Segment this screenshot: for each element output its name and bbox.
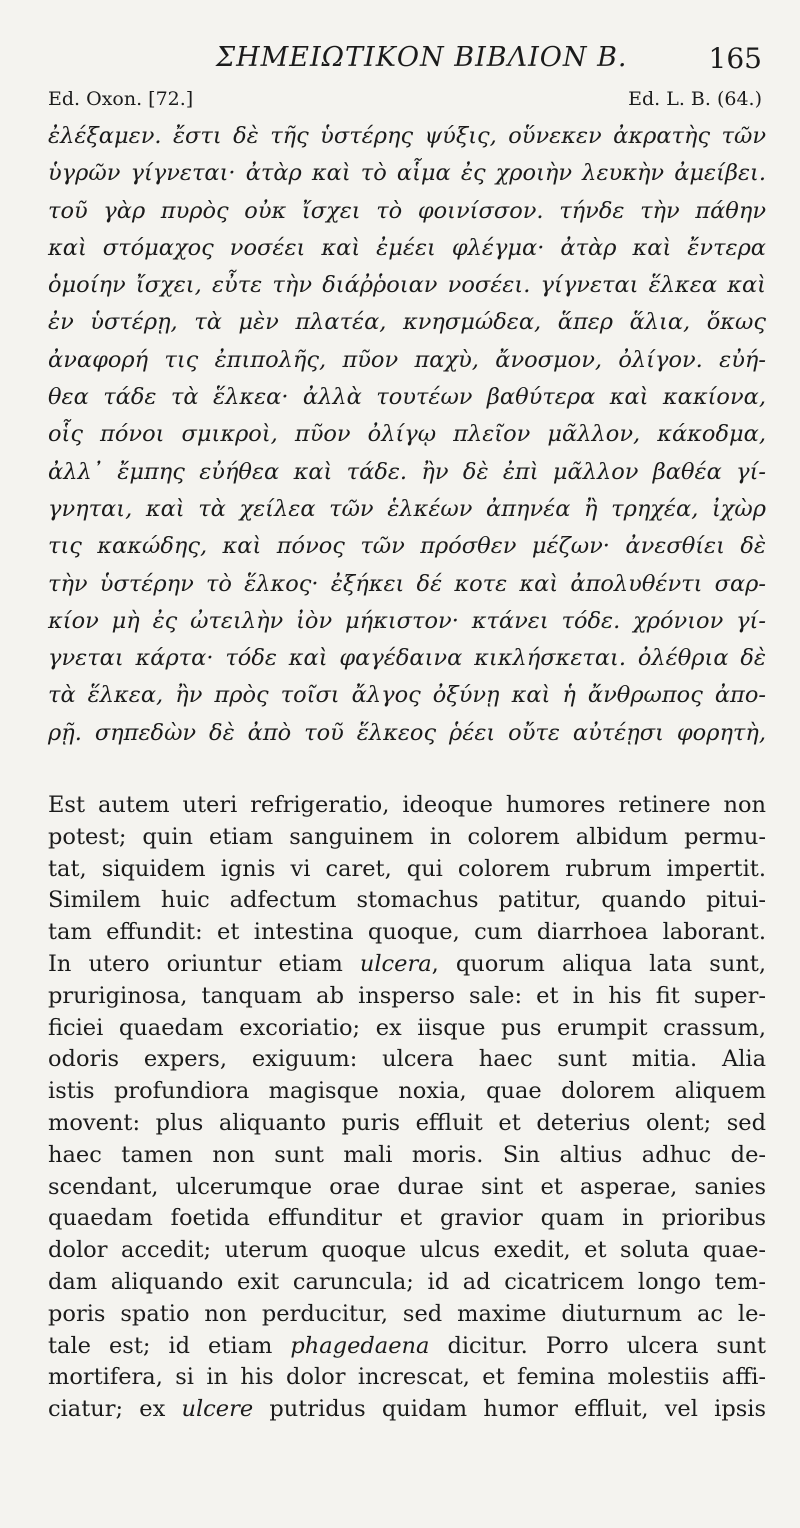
latin-line: haec tamen non sunt mali moris. Sin altius adhuc de- [48, 1141, 766, 1168]
latin-line: mortifera, si in his dolor increscat, et femina molestiis affi- [48, 1364, 766, 1391]
latin-line: In utero oriuntur etiam ulcera, quorum aliqua lata sunt, [48, 951, 766, 978]
greek-line: γνηται, καὶ τὰ χείλεα τῶν ἑλκέων ἀπηνέα ἢ τρηχέα, ἰχὼρ [48, 495, 766, 522]
latin-line: potest; quin etiam sanguinem in colorem albidum permu- [48, 823, 766, 850]
book-page [48, 30, 766, 1510]
latin-line: quaedam foetida effunditur et gravior quam in prioribus [48, 1205, 766, 1232]
latin-line: Est autem uteri refrigeratio, ideoque humores retinere non [48, 792, 766, 819]
greek-line: καὶ στόμαχος νοσέει καὶ ἐμέει φλέγμα· ἀτὰρ καὶ ἔντερα [48, 234, 766, 261]
greek-line: ρῇ. σηπεδὼν δὲ ἀπὸ τοῦ ἕλκεος ῥέει οὔτε αὐτέῃσι φορητὴ, [48, 719, 766, 746]
greek-line: ἐλέξαμεν. ἔστι δὲ τῆς ὑστέρης ψύξις, οὕνεκεν ἀκρατὴς τῶν [48, 123, 766, 149]
latin-line: tam effundit: et intestina quoque, cum diarrhoea laborant. [48, 919, 766, 946]
edition-references [48, 88, 766, 116]
greek-line: τοῦ γὰρ πυρὸς οὐκ ἴσχει τὸ φοινίσσον. τήνδε τὴν πάθην [48, 197, 766, 224]
running-title: ΣΗΜΕΙΩΤΙΚΟΝ ΒΙΒΛΙΟΝ Β. [216, 42, 628, 73]
latin-line: Similem huic adfectum stomachus patitur, quando pitui- [48, 887, 766, 914]
greek-line: κίον μὴ ἐς ὠτειλὴν ἰὸν μήκιστον· κτάνει τόδε. χρόνιον γί- [48, 607, 766, 634]
latin-line: poris spatio non perducitur, sed maxime diuturnum ac le- [48, 1300, 766, 1327]
greek-line: ἀλλ᾽ ἔμπης εὐήθεα καὶ τάδε. ἢν δὲ ἐπὶ μᾶλλον βαθέα γί- [48, 458, 766, 485]
latin-line: ficiei quaedam excoriatio; ex iisque pus erumpit crassum, [48, 1014, 766, 1041]
latin-line: scendant, ulcerumque orae durae sint et asperae, sanies [48, 1173, 766, 1200]
latin-line: dolor accedit; uterum quoque ulcus exedit, et soluta quae- [48, 1237, 766, 1264]
latin-line: ciatur; ex ulcere putridus quidam humor effluit, vel ipsis [48, 1396, 767, 1423]
edition-oxon: Ed. Oxon. [72.] [48, 88, 194, 110]
latin-line: pruriginosa, tanquam ab insperso sale: et in his fit super- [48, 982, 766, 1009]
greek-line: τὴν ὑστέρην τὸ ἕλκος· ἐξήκει δέ κοτε καὶ ἀπολυθέντι σαρ- [48, 570, 766, 597]
greek-line: ἀναφορή τις ἐπιπολῆς, πῦον παχὺ, ἄνοσμον, ὀλίγον. εὐή- [48, 346, 766, 373]
latin-line: tat, siquidem ignis vi caret, qui colorem rubrum impertit. [48, 855, 766, 882]
latin-translation [48, 790, 766, 1426]
greek-line: ὁμοίην ἴσχει, εὖτε τὴν διάῤῥοιαν νοσέει. γίγνεται ἕλκεα καὶ [48, 272, 766, 299]
page-number: 165 [708, 42, 762, 75]
greek-line: τὰ ἕλκεα, ἢν πρὸς τοῖσι ἄλγος ὀξύνῃ καὶ ἡ ἄνθρωπος ἀπο- [48, 682, 766, 709]
greek-line: οἷς πόνοι σμικροὶ, πῦον ὀλίγῳ πλεῖον μᾶλλον, κάκοδμα, [48, 421, 766, 448]
greek-line: ὑγρῶν γίγνεται· ἀτὰρ καὶ τὸ αἷμα ἐς χροιὴν λευκὴν ἀμείβει. [48, 160, 766, 187]
latin-line: dam aliquando exit caruncula; id ad cicatricem longo tem- [48, 1269, 766, 1295]
running-head [48, 30, 766, 74]
greek-line: τις κακώδης, καὶ πόνος τῶν πρόσθεν μέζων· ἀνεσθίει δὲ [48, 533, 766, 560]
latin-line: odoris expers, exiguum: ulcera haec sunt mitia. Alia [48, 1046, 766, 1073]
greek-line: θεα τάδε τὰ ἕλκεα· ἀλλὰ τουτέων βαθύτερα καὶ κακίονα, [48, 384, 766, 411]
edition-lb: Ed. L. B. (64.) [628, 88, 762, 110]
greek-line: γνεται κάρτα· τόδε καὶ φαγέδαινα κικλήσκεται. ὀλέθρια δὲ [48, 645, 766, 672]
latin-line: tale est; id etiam phagedaena dicitur. Porro ulcera sunt [48, 1332, 766, 1359]
latin-line: istis profundiora magisque noxia, quae dolorem aliquem [48, 1078, 766, 1105]
latin-line: movent: plus aliquanto puris effluit et deterius olent; sed [48, 1110, 766, 1137]
greek-text [48, 118, 766, 752]
greek-line: ἐν ὑστέρῃ, τὰ μὲν πλατέα, κνησμώδεα, ἅπερ ἅλια, ὅκως [48, 309, 766, 336]
